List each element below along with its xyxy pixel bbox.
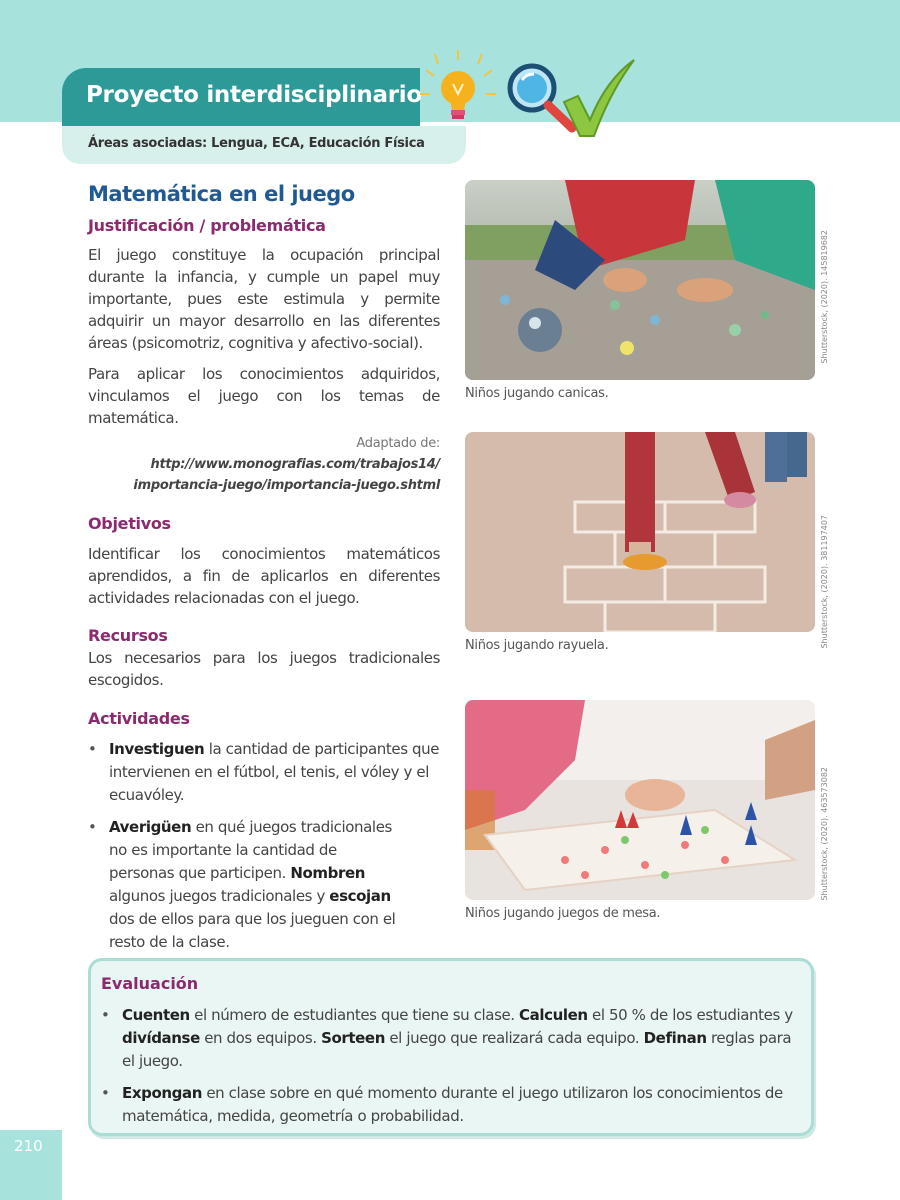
resources-text: Los necesarios para los juegos tradicionales escogidos.: [88, 649, 440, 689]
source-citation: [88, 433, 440, 496]
source-url-line-2: importancia-juego/importancia-juego.shtml: [133, 478, 440, 493]
source-prefix: Adaptado de:: [356, 436, 440, 451]
photo-credit: Shutterstock, (2020). 381197407: [820, 515, 829, 649]
objectives-text: Identificar los conocimientos matemáticos aprendidos, a fin de aplicarlos en diferentes actividades relacionadas con el juego.: [88, 545, 440, 607]
evaluation-item: • Cuenten el número de estudiantes que tiene su clase. Calculen el 50 % de los estudiantes y divídanse en dos equipos. Sorteen el juego que realizará cada equipo. Definan reglas para el juego.: [101, 1004, 804, 1073]
photo-credit: Shutterstock, (2020). 463573082: [820, 767, 829, 901]
photo-caption: Niños jugando rayuela.: [465, 638, 609, 653]
justification-paragraph-1: El juego constituye la ocupación principal durante la infancia, y cumple un papel muy importante, pues este estimula y permite adquirir un mayor desarrollo en las diferentes áreas (psicomotriz, cognitiva y afectivo-social).: [88, 246, 440, 352]
evaluation-list: [101, 1004, 804, 1137]
objectives-heading: Objetivos: [88, 514, 171, 533]
photo-hopscotch: [465, 432, 815, 632]
associated-areas: Áreas asociadas: Lengua, ECA, Educación Física: [88, 136, 425, 151]
header-icons: [410, 50, 640, 140]
source-url-line-1: http://www.monografias.com/trabajos14/: [150, 457, 440, 472]
activity-item: • Averigüen en qué juegos tradicionales no es importante la cantidad de personas que participen. Nombren algunos juegos tradicionales y escojan dos de ellos para que los jueguen con el resto de la clase.: [88, 816, 444, 954]
lightbulb-icon: [420, 50, 496, 119]
photo-credit: Shutterstock, (2020). 145819682: [820, 230, 829, 364]
page-number: 210: [14, 1137, 43, 1155]
photo-board-game: [465, 700, 815, 900]
activities-list: [88, 738, 444, 963]
photo-marbles: [465, 180, 815, 380]
checkmark-icon: [564, 60, 634, 136]
page-title: Proyecto interdisciplinario: [86, 82, 422, 108]
photo-caption: Niños jugando juegos de mesa.: [465, 906, 661, 921]
section-title: Matemática en el juego: [88, 182, 355, 206]
evaluation-item: • Expongan en clase sobre en qué momento durante el juego utilizaron los conocimientos de matemática, medida, geometría o probabilidad.: [101, 1082, 804, 1128]
activities-heading: Actividades: [88, 709, 190, 728]
resources-heading: Recursos: [88, 626, 168, 645]
evaluation-heading: Evaluación: [101, 974, 199, 993]
magnifier-icon: [510, 66, 572, 128]
activity-item: • Investiguen la cantidad de participantes que intervienen en el fútbol, el tenis, el vóley y el ecuavóley.: [88, 738, 444, 807]
justification-heading: Justificación / problemática: [88, 216, 326, 235]
photo-caption: Niños jugando canicas.: [465, 386, 609, 401]
justification-paragraph-2: Para aplicar los conocimientos adquiridos, vinculamos el juego con los temas de matemática.: [88, 365, 440, 427]
